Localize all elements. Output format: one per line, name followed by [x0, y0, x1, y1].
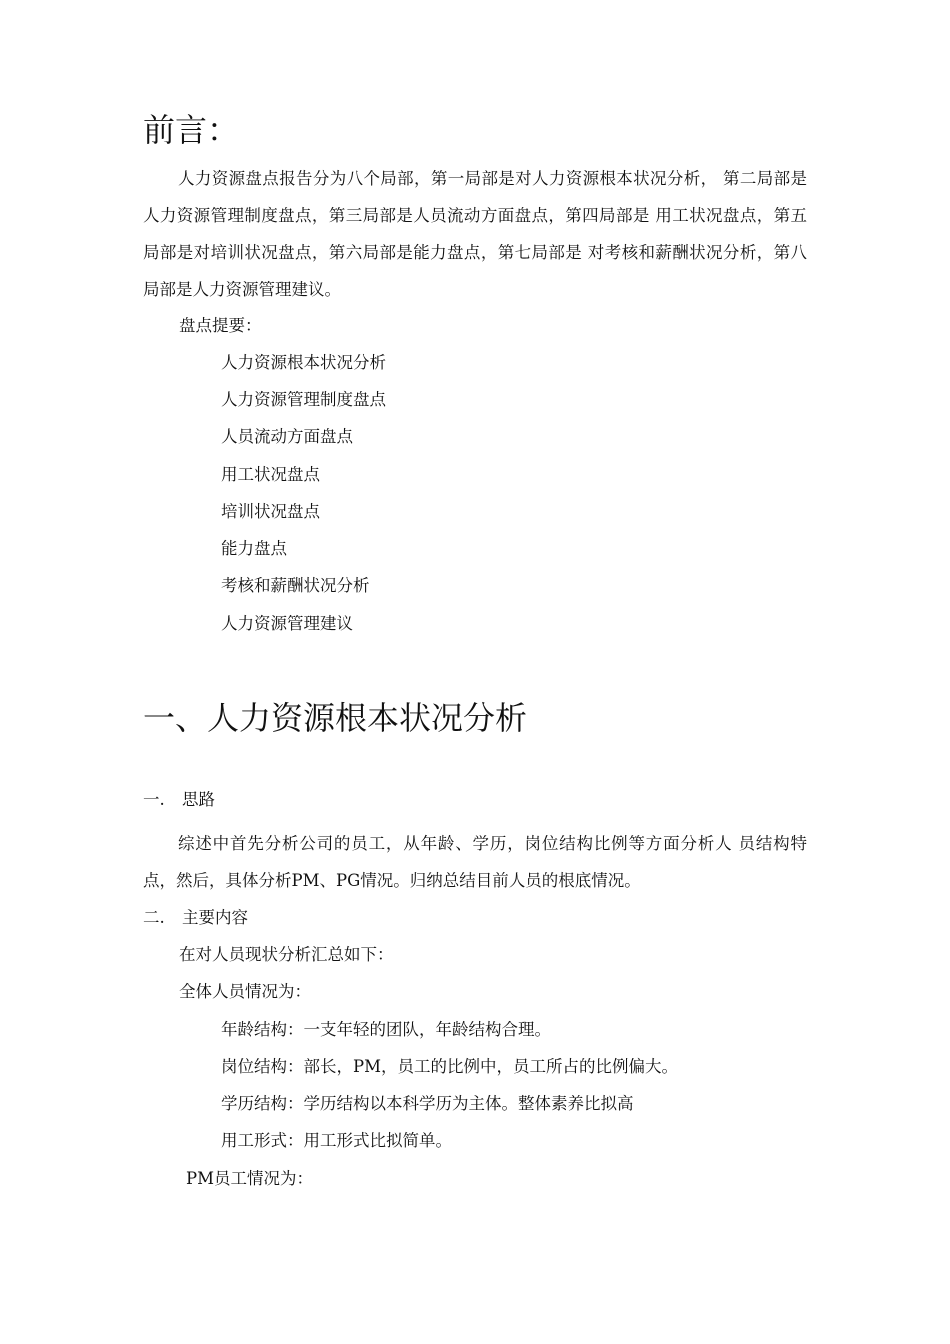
outline-item: 考核和薪酬状况分析 — [221, 576, 370, 595]
approach-paragraph: 综述中首先分析公司的员工，从年龄、学历，岗位结构比例等方面分析人 员结构特点，然后，具体分析PM、PG情况。归纳总结目前人员的根底情况。 — [143, 834, 807, 890]
outline-item: 人员流动方面盘点 — [221, 427, 353, 446]
section-title: 一、人力资源根本状况分析 — [143, 699, 528, 737]
outline-item: 培训状况盘点 — [221, 502, 320, 521]
summary-intro: 在对人员现状分析汇总如下： — [179, 945, 394, 964]
subsection-heading: 思路 — [182, 790, 215, 809]
outline-item: 人力资源管理制度盘点 — [221, 390, 386, 409]
outline-item: 能力盘点 — [221, 539, 287, 558]
subsection-number: 二. — [143, 908, 165, 927]
structure-item: 学历结构：学历结构以本科学历为主体。整体素养比拟高 — [221, 1094, 634, 1113]
outline-label: 盘点提要： — [179, 316, 262, 335]
structure-item: 年龄结构：一支年轻的团队，年龄结构合理。 — [221, 1020, 551, 1039]
all-staff-label: 全体人员情况为： — [179, 982, 311, 1001]
structure-item: 岗位结构：部长，PM，员工的比例中，员工所占的比例偏大。 — [221, 1057, 678, 1076]
subsection-number: 一. — [143, 790, 165, 809]
subsection-heading: 主要内容 — [182, 908, 248, 927]
outline-item: 用工状况盘点 — [221, 465, 320, 484]
pm-staff-label: PM员工情况为： — [186, 1169, 313, 1188]
preface-intro: 人力资源盘点报告分为八个局部，第一局部是对人力资源根本状况分析， 第二局部是人力资源管理制度盘点，第三局部是人员流动方面盘点，第四局部是 用工状况盘点，第五局部是对培训状况盘点，第六局部是能力盘点，第七局部是 对考核和薪酬状况分析，第八局部是人力资源管理建议。 — [143, 169, 807, 299]
preface-title: 前言： — [143, 111, 240, 149]
outline-item: 人力资源根本状况分析 — [221, 353, 386, 372]
outline-item: 人力资源管理建议 — [221, 614, 353, 633]
structure-item: 用工形式：用工形式比拟简单。 — [221, 1131, 452, 1150]
